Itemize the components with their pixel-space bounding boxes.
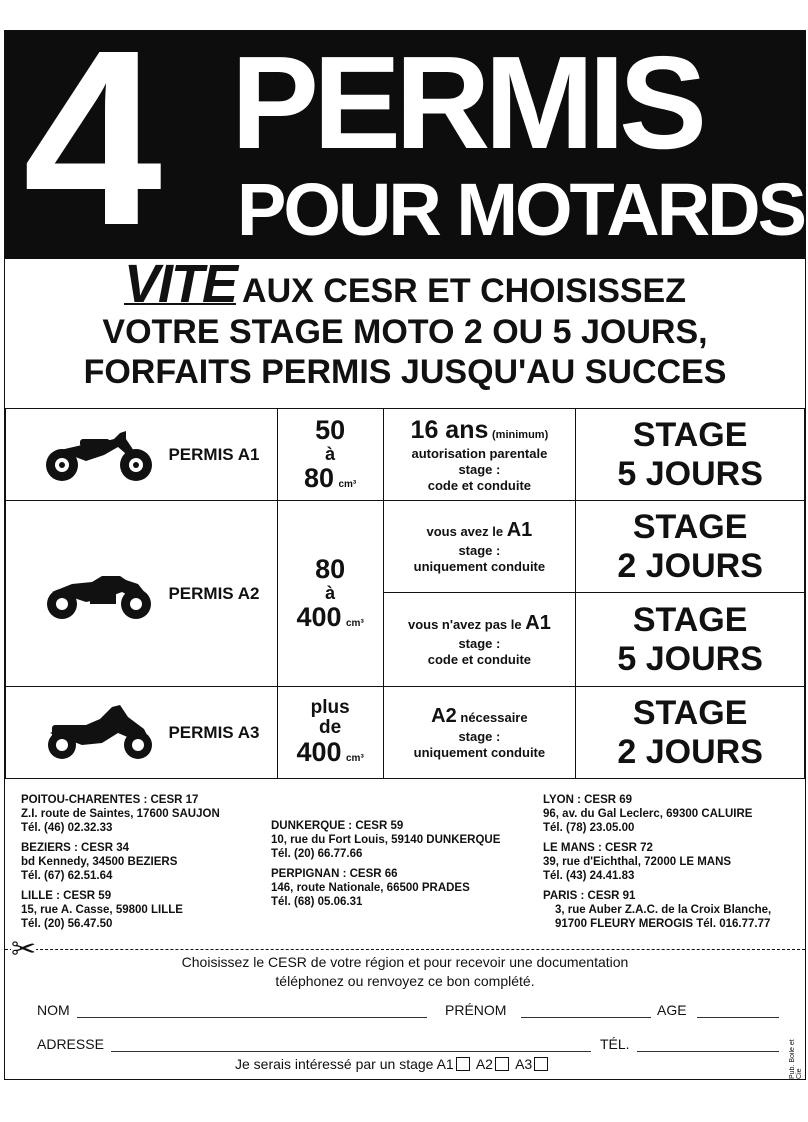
a2-opt1-license: A1 xyxy=(506,518,533,541)
a2-opt1-l3: uniquement conduite xyxy=(413,559,546,574)
age-field[interactable] xyxy=(697,1017,779,1018)
prenom-label: PRÉNOM xyxy=(445,1002,507,1018)
prenom-field[interactable] xyxy=(521,1017,651,1018)
adresse-field[interactable] xyxy=(111,1051,591,1052)
nom-field[interactable] xyxy=(77,1017,427,1018)
a1-cond-l1: autorisation parentale xyxy=(411,445,548,461)
option-a2-label: A2 xyxy=(475,1056,493,1072)
addresses-right xyxy=(543,793,771,937)
a3-cc-to: 400 xyxy=(296,737,342,768)
a1-cond-l3: code et conduite xyxy=(427,478,532,494)
a2-cc-to: 400 xyxy=(296,602,342,633)
agency-credit: Pub. Boile et Cie xyxy=(789,1039,803,1079)
a2-opt2-l2: stage : xyxy=(458,635,501,651)
address-paris: PARIS : CESR 91 3, rue Auber Z.A.C. de la Croix Blanche, 91700 FLEURY MEROGIS Tél. 016.77.77 xyxy=(543,890,772,930)
a2-opt1-l2: stage : xyxy=(458,542,501,558)
scissors-icon: ✂ xyxy=(11,933,37,966)
banner-subtitle: POUR MOTARDS xyxy=(237,168,804,251)
address-lyon: LYON : CESR 69 96, av. du Gal Leclerc, 69300 CALUIRE Tél. (78) 23.05.00 xyxy=(543,794,753,834)
nom-label: NOM xyxy=(37,1002,70,1018)
addresses-left xyxy=(21,793,220,937)
a1-age-min: (minimum) xyxy=(492,428,549,441)
a3-license: A2 xyxy=(431,704,457,727)
a3-cc-unit: cm³ xyxy=(345,753,364,765)
option-a3-label: A3 xyxy=(515,1056,533,1072)
a2-opt2-stage-l2: 5 JOURS xyxy=(617,639,763,678)
row-permis-a3 xyxy=(6,687,805,779)
addresses-middle xyxy=(271,819,500,915)
address-beziers: BEZIERS : CESR 34 bd Kennedy, 34500 BEZIERS Tél. (67) 62.51.64 xyxy=(21,842,178,882)
permis-a1-label: PERMIS A1 xyxy=(168,444,260,464)
address-poitou: POITOU-CHARENTES : CESR 17 Z.I. route de Saintes, 17600 SAUJON Tél. (46) 02.32.33 xyxy=(21,794,220,834)
headline xyxy=(5,254,805,392)
a3-cond-l2: stage : xyxy=(458,728,501,744)
tel-label: TÉL. xyxy=(600,1036,630,1052)
a1-cond-l2: stage : xyxy=(458,462,501,477)
row-permis-a1 xyxy=(6,409,805,501)
interest-label: Je serais intéressé par un stage xyxy=(235,1056,434,1072)
cut-line xyxy=(5,949,805,950)
row-permis-a2-option1 xyxy=(6,501,805,593)
a2-opt1-pre: vous avez le xyxy=(426,523,504,539)
headline-vite: VITE xyxy=(124,254,237,314)
coupon-intro xyxy=(5,953,805,991)
a1-age: 16 ans xyxy=(410,415,489,444)
a3-required: nécessaire xyxy=(460,709,528,725)
motorcycle-a2-icon xyxy=(42,564,158,624)
a1-stage-l2: 5 JOURS xyxy=(617,454,763,493)
checkbox-a3[interactable] xyxy=(534,1057,548,1071)
address-dunkerque: DUNKERQUE : CESR 59 10, rue du Fort Louis, 59140 DUNKERQUE Tél. (20) 66.77.66 xyxy=(271,820,501,860)
coupon-intro-l2: téléphonez ou renvoyez ce bon complété. xyxy=(275,973,535,989)
checkbox-a2[interactable] xyxy=(495,1057,509,1071)
permit-table xyxy=(5,408,805,779)
a2-opt2-stage-l1: STAGE xyxy=(632,601,748,640)
headline-line3: FORFAITS PERMIS JUSQU'AU SUCCES xyxy=(83,353,727,391)
a2-cc-from: 80 xyxy=(315,554,346,585)
advertisement-page xyxy=(4,0,806,1080)
interest-row xyxy=(235,1056,551,1073)
coupon-intro-l1: Choisissez le CESR de votre région et pour recevoir une documentation xyxy=(181,954,629,970)
headline-line2: VOTRE STAGE MOTO 2 OU 5 JOURS, xyxy=(102,313,708,351)
motorcycle-a3-icon xyxy=(42,703,158,763)
permis-a3-label: PERMIS A3 xyxy=(168,722,260,742)
a1-cc-to: 80 xyxy=(303,463,335,494)
header-banner xyxy=(5,0,805,277)
a3-cc-a: de xyxy=(319,717,342,739)
a2-opt2-l3: code et conduite xyxy=(427,652,532,667)
a1-cc-from: 50 xyxy=(315,415,346,446)
address-lemans: LE MANS : CESR 72 39, rue d'Eichthal, 72000 LE MANS Tél. (43) 24.41.83 xyxy=(543,842,732,882)
address-lille: LILLE : CESR 59 15, rue A. Casse, 59800 LILLE Tél. (20) 56.47.50 xyxy=(21,890,183,930)
tel-field[interactable] xyxy=(637,1051,779,1052)
motorcycle-a1-icon xyxy=(42,425,158,485)
a1-stage-l1: STAGE xyxy=(632,416,748,455)
banner-number: 4 xyxy=(23,0,155,277)
a2-opt1-stage-l2: 2 JOURS xyxy=(617,546,763,585)
a1-cc-unit: cm³ xyxy=(338,479,357,491)
a3-cond-l3: uniquement conduite xyxy=(413,745,546,760)
a2-cc-unit: cm³ xyxy=(345,618,364,630)
a2-opt1-stage-l1: STAGE xyxy=(632,508,748,547)
option-a1-label: A1 xyxy=(436,1056,454,1072)
a3-stage-l2: 2 JOURS xyxy=(617,732,763,771)
a2-opt2-pre: vous n'avez pas le xyxy=(407,616,522,632)
permis-a2-label: PERMIS A2 xyxy=(168,583,260,603)
banner-title: PERMIS xyxy=(231,29,702,176)
a2-opt2-license: A1 xyxy=(525,611,551,634)
a3-cc-from: plus xyxy=(310,697,350,719)
adresse-label: ADRESSE xyxy=(37,1036,104,1052)
checkbox-a1[interactable] xyxy=(456,1057,470,1071)
a2-cc-a: à xyxy=(325,582,336,603)
a3-stage-l1: STAGE xyxy=(632,694,748,733)
address-perpignan: PERPIGNAN : CESR 66 146, route Nationale, 66500 PRADES Tél. (68) 05.06.31 xyxy=(271,868,470,908)
age-label: AGE xyxy=(657,1002,687,1018)
a1-cc-a: à xyxy=(325,443,336,464)
headline-line1: AUX CESR ET CHOISISSEZ xyxy=(242,272,686,310)
